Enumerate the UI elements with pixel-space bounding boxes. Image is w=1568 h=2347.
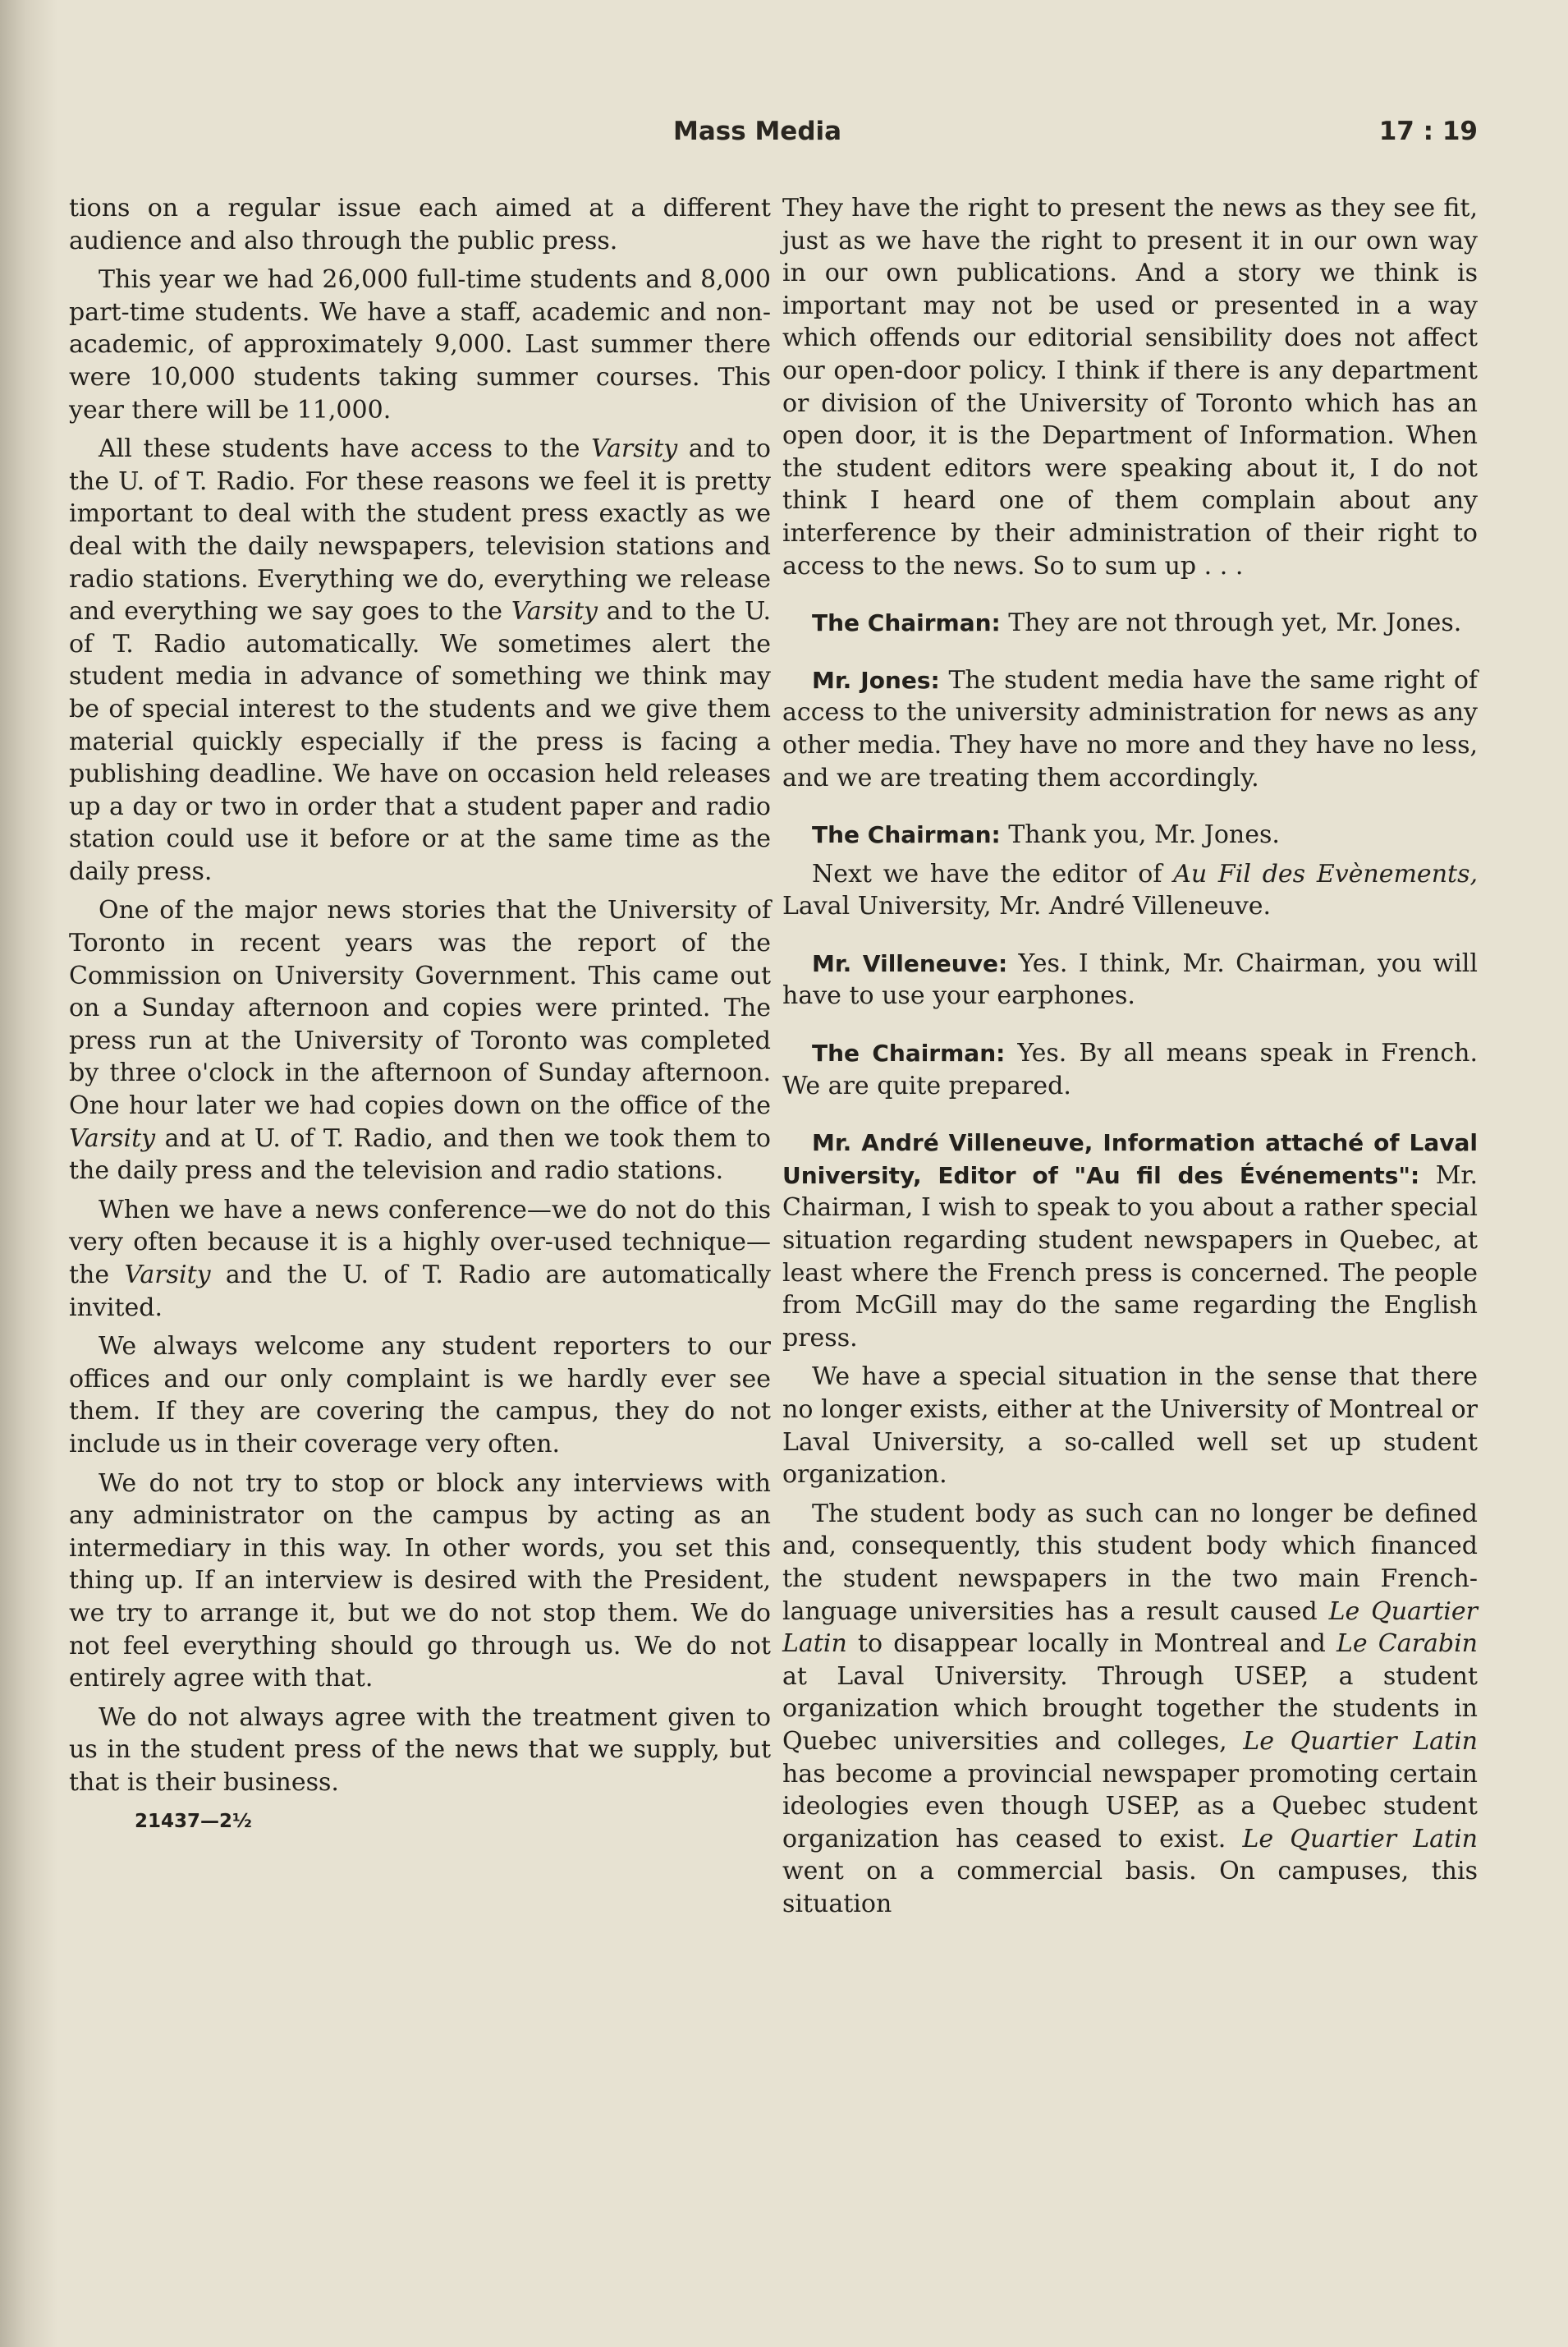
page-spine-shadow [0, 0, 57, 2347]
paragraph: One of the major news stories that the University of Toronto in recent years was the report of the Commission on University Government. This came out on a Sunday afternoon and copies were printed. The press run at the University of Toronto was completed by three o'clock in the afternoon of Sunday afternoon. One hour later we had copies down on the office of the Varsity and at U. of T. Radio, and then we took them to the daily press and the television and radio stations. [69, 896, 771, 1186]
speaker-name: Mr. André Villeneuve, Information attaché of Laval University, Editor of "Au fil des Événements": [782, 1129, 1478, 1189]
speech-entry: Mr. André Villeneuve, Information attaché of Laval University, Editor of "Au fil des Événements": Mr. Chairman, I wish to speak to you about a rather special situation regarding student newspapers in Quebec, at least where the French press is concerned. The people from McGill may do the same regarding the English press. [782, 1129, 1478, 1353]
speaker-name: Mr. Villeneuve: [812, 949, 1008, 977]
paragraph: We always welcome any student reporters to our offices and our only complaint is we hardly ever see them. If they are covering the campus, they do not include us in their coverage very often. [69, 1332, 771, 1458]
paragraph: We do not try to stop or block any interviews with any administrator on the campus by acting as an intermediary in this way. In other words, you set this thing up. If an interview is desired with the President, we try to arrange it, but we do not stop them. We do not feel everything should go through us. We do not entirely agree with that. [69, 1468, 771, 1693]
speech-entry: The Chairman: They are not through yet, Mr. Jones. [812, 609, 1462, 638]
printer-signature: 21437—2½ [135, 1810, 252, 1832]
speech-entry: The Chairman: Thank you, Mr. Jones. [812, 820, 1280, 850]
paragraph: This year we had 26,000 full-time students and 8,000 part-time students. We have a staff, academic and non-academic, of approximately 9,000. Last summer there were 10,000 students taking summer courses. This year there will be 11,000. [69, 265, 771, 425]
running-header [673, 117, 1478, 158]
paragraph: All these students have access to the Varsity and to the U. of T. Radio. For these reasons we feel it is pretty important to deal with the student press exactly as we deal with the daily newspapers, television stations and radio stations. Everything we do, everything we release and everything we say goes to the Varsity and to the U. of T. Radio automatically. We sometimes alert the student media in advance of something we think may be of special interest to the students and we give them material quickly especially if the press is facing a publishing deadline. We have on occasion held releases up a day or two in order that a student paper and radio station could use it before or at the same time as the daily press. [69, 434, 772, 886]
page-number: 17 : 19 [1378, 117, 1478, 146]
speaker-name: The Chairman: [812, 1040, 1006, 1068]
paragraph: When we have a news conference—we do not do this very often because it is a highly over-used technique—the Varsity and the U. of T. Radio are automatically invited. [69, 1195, 771, 1322]
paragraph: tions on a regular issue each aimed at a different audience and also through the public press. [69, 194, 771, 255]
speaker-name: The Chairman: [812, 821, 1001, 849]
paragraph: The student body as such can no longer be defined and, consequently, this student body which financed the student newspapers in the two main French-language universities has a result caused Le Quartier Latin to disappear locally in Montreal and Le Carabin at Laval University. Through USEP, a student organization which brought together the students in Quebec universities and colleges, Le Quartier Latin has become a provincial newspaper promoting certain ideologies even though USEP, as a Quebec student organization has ceased to exist. Le Quartier Latin went on a commercial basis. On campuses, this situation [782, 1499, 1478, 1918]
paragraph: They have the right to present the news as they see fit, just as we have the right to present it in our own way in our own publications. And a story we think is important may not be used or presented in a way which offends our editorial sensibility does not affect our open-door policy. I think if there is any department or division of the University of Toronto which has an open door, it is the Department of Information. When the student editors were speaking about it, I do not think I heard one of them complain about any interference by their administration of their right to access to the news. So to sum up . . . [782, 194, 1478, 581]
paragraph: Next we have the editor of Au Fil des Evènements, Laval University, Mr. André Villeneuve. [782, 859, 1478, 921]
header-title: Mass Media [673, 117, 842, 146]
speaker-name: Mr. Jones: [812, 666, 940, 694]
left-column [69, 192, 771, 1838]
right-column [782, 192, 1478, 1927]
speech-entry: The Chairman: Yes. By all means speak in French. We are quite prepared. [782, 1039, 1478, 1100]
speaker-name: The Chairman: [812, 609, 1001, 637]
speech-entry: Mr. Villeneuve: Yes. I think, Mr. Chairman, you will have to use your earphones. [782, 948, 1478, 1011]
speech-entry: Mr. Jones: The student media have the same right of access to the university administration for news as any other media. They have no more and they have no less, and we are treating them accordingly. [782, 665, 1478, 792]
paragraph: We have a special situation in the sense that there no longer exists, either at the University of Montreal or Laval University, a so-called well set up student organization. [782, 1362, 1478, 1490]
paragraph: We do not always agree with the treatment given to us in the student press of the news that we supply, but that is their business. [69, 1702, 771, 1797]
